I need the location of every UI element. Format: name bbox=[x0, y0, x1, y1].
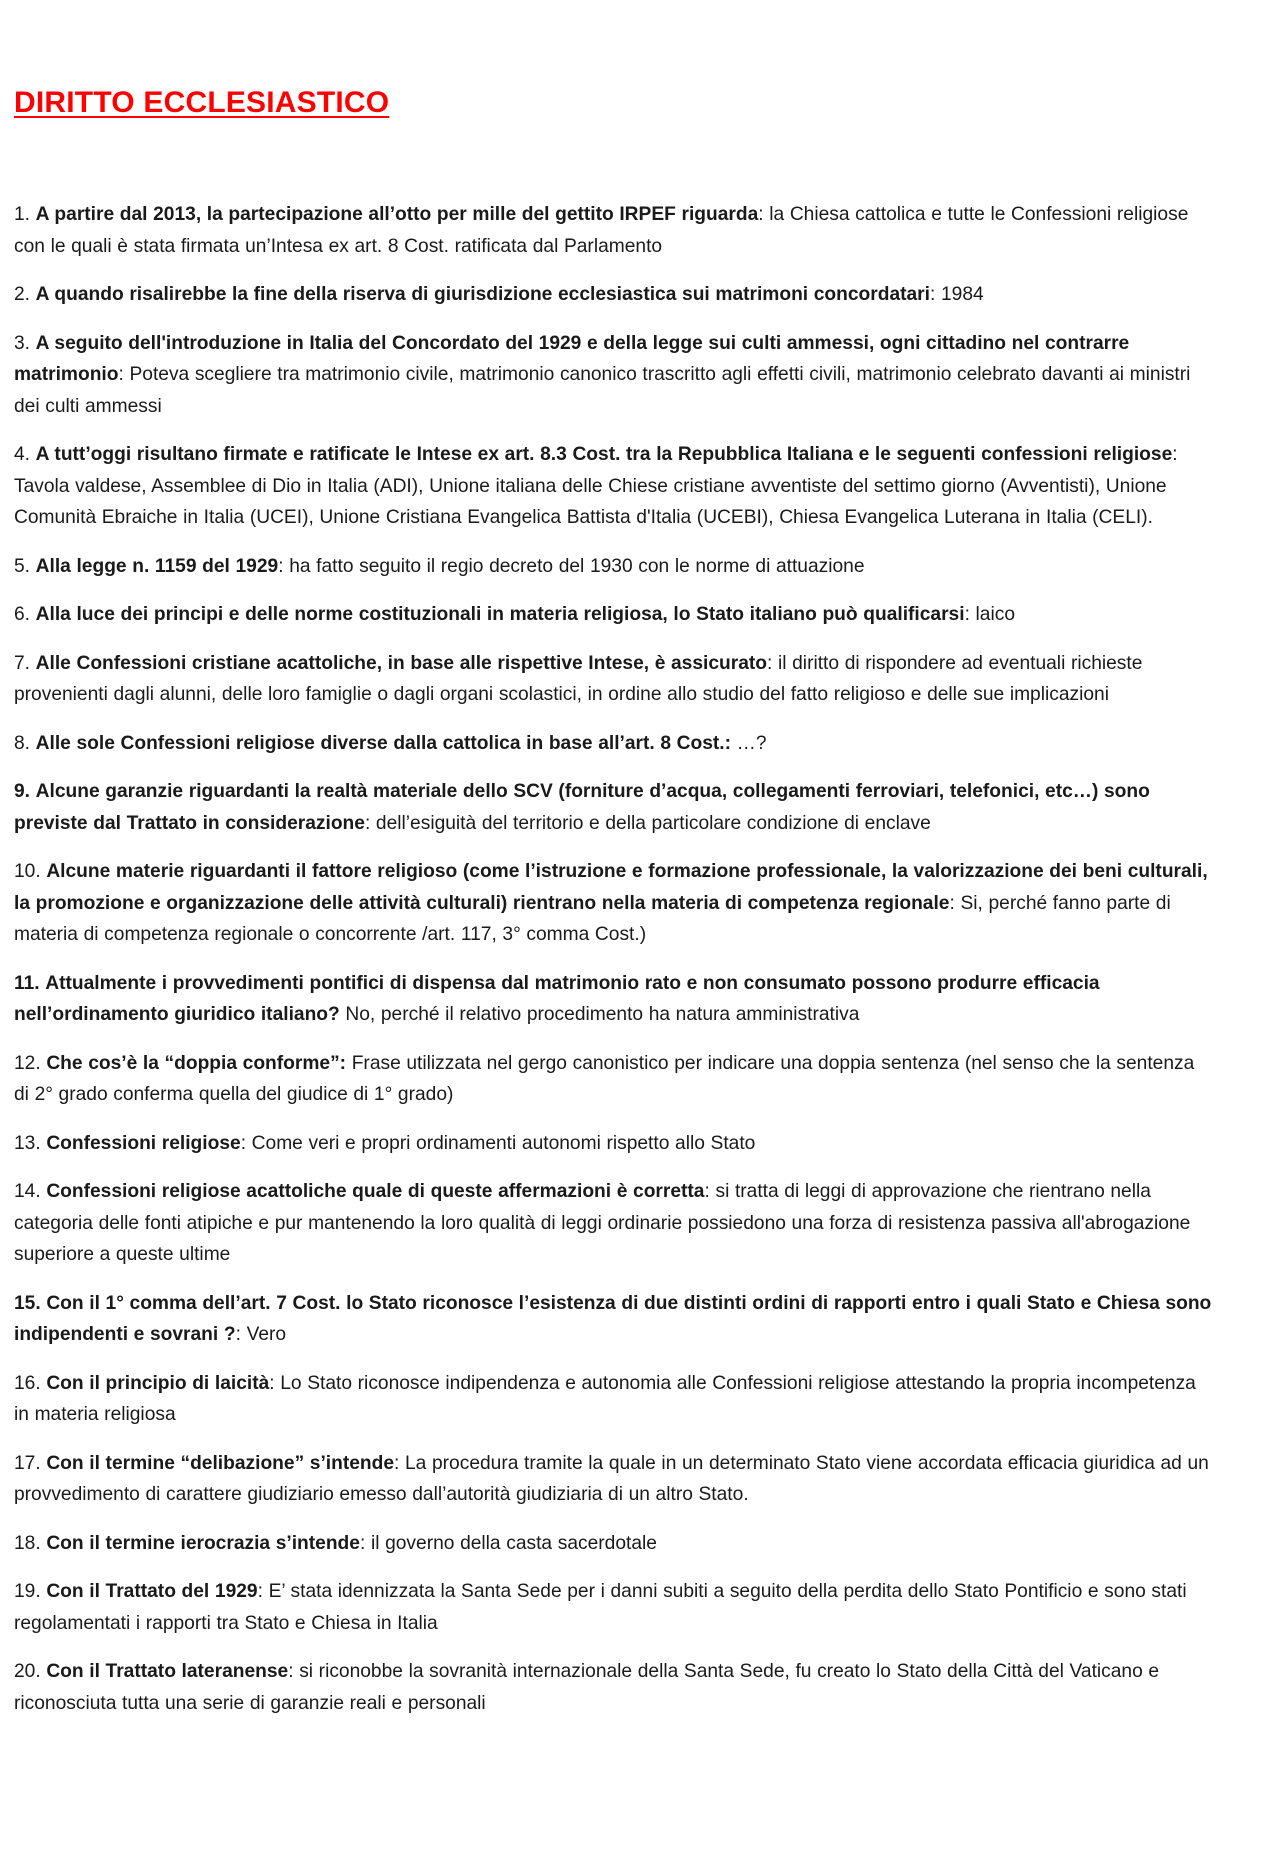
item-answer: la Chiesa cattolica e tutte le Confessioni religiose con le quali è stata firmata un’Intesa ex art. 8 Cost. ratificata dal Parlamento bbox=[14, 204, 1189, 257]
qa-item-12 bbox=[14, 1048, 1214, 1111]
item-question: A quando risalirebbe la fine della riserva di giurisdizione ecclesiastica sui matrimoni concordatari bbox=[35, 284, 930, 305]
item-number: 12. bbox=[14, 1052, 41, 1074]
item-question: Con il termine “delibazione” s’intende bbox=[46, 1452, 395, 1474]
document-title: DIRITTO ECCLESIASTICO bbox=[14, 86, 390, 119]
qa-item-7 bbox=[14, 648, 1214, 711]
qa-item-1 bbox=[14, 199, 1214, 262]
qa-item-3 bbox=[14, 328, 1214, 423]
item-answer: 1984 bbox=[940, 284, 984, 305]
item-answer: Vero bbox=[246, 1324, 287, 1345]
item-number: 15. bbox=[14, 1292, 41, 1314]
item-separator: : bbox=[118, 364, 124, 385]
item-separator: : bbox=[767, 652, 773, 674]
item-answer: No, perché il relativo procedimento ha natura amministrativa bbox=[345, 1004, 860, 1025]
item-question: Alle Confessioni cristiane acattoliche, in base alle rispettive Intese, è assicurato bbox=[35, 652, 767, 674]
qa-item-19 bbox=[14, 1576, 1214, 1639]
qa-item-18 bbox=[14, 1528, 1214, 1560]
item-separator: : bbox=[1172, 444, 1178, 465]
item-answer: Lo Stato riconosce indipendenza e autonomia alle Confessioni religiose attestando la propria incompetenza in materia religiosa bbox=[14, 1372, 1196, 1425]
item-question: Con il 1° comma dell’art. 7 Cost. lo Stato riconosce l’esistenza di due distinti ordini di rapporti entro i quali Stato e Chiesa sono indipendenti e sovrani ? bbox=[14, 1292, 1212, 1345]
item-answer: il diritto di rispondere ad eventuali richieste provenienti dagli alunni, delle loro famiglie o dagli organi scolastici, in ordine allo studio del fatto religioso e delle sue implicazioni bbox=[14, 652, 1143, 705]
item-question: Con il Trattato del 1929 bbox=[46, 1581, 258, 1602]
item-question: Alcune materie riguardanti il fattore religioso (come l’istruzione e formazione professionale, la valorizzazione dei beni culturali, la promozione e organizzazione delle attività culturali) rientrano nella materia di competenza regionale bbox=[14, 861, 1208, 914]
item-separator: : bbox=[704, 1181, 710, 1202]
item-answer: …? bbox=[736, 732, 767, 754]
item-answer: E’ stata idennizzata la Santa Sede per i danni subiti a seguito della perdita dello Stato Pontificio e sono stati regolamentati i rapporti tra Stato e Chiesa in Italia bbox=[14, 1581, 1187, 1634]
item-number: 5. bbox=[14, 555, 31, 577]
item-separator: : bbox=[758, 204, 764, 225]
item-question: Alla luce dei principi e delle norme costituzionali in materia religiosa, lo Stato italiano può qualificarsi bbox=[35, 604, 965, 625]
qa-item-10 bbox=[14, 856, 1214, 951]
item-question: Con il principio di laicità bbox=[46, 1372, 270, 1394]
qa-item-17 bbox=[14, 1448, 1214, 1511]
item-separator: : bbox=[964, 604, 970, 625]
item-separator: : bbox=[235, 1324, 241, 1345]
item-number: 13. bbox=[14, 1132, 41, 1154]
item-number: 17. bbox=[14, 1452, 41, 1474]
item-number: 9. bbox=[14, 781, 31, 802]
item-question: Che cos’è la “doppia conforme” bbox=[46, 1052, 340, 1074]
qa-list bbox=[14, 199, 1214, 1736]
qa-item-4 bbox=[14, 439, 1214, 534]
item-answer: Poteva scegliere tra matrimonio civile, matrimonio canonico trascritto agli effetti civili, matrimonio celebrato davanti ai ministri dei culti ammessi bbox=[14, 364, 1191, 417]
item-question: Alla legge n. 1159 del 1929 bbox=[35, 555, 279, 577]
item-answer: si tratta di leggi di approvazione che rientrano nella categoria delle fonti atipiche e pur mantenendo la loro qualità di leggi ordinarie possiedono una forza di resistenza passiva all'abrogazione superiore a queste ultime bbox=[14, 1181, 1191, 1265]
item-question: A seguito dell'introduzione in Italia del Concordato del 1929 e della legge sui culti ammessi, ogni cittadino nel contrarre matrimonio bbox=[14, 332, 1130, 385]
qa-item-11 bbox=[14, 968, 1214, 1031]
item-number: 14. bbox=[14, 1181, 41, 1202]
item-separator: : bbox=[930, 284, 936, 305]
qa-item-5 bbox=[14, 551, 1214, 583]
item-question: Attualmente i provvedimenti pontifici di dispensa dal matrimonio rato e non consumato possono produrre efficacia nell’ordinamento giuridico italiano? bbox=[14, 972, 1100, 1025]
item-question: Con il termine ierocrazia s’intende bbox=[46, 1532, 360, 1554]
item-number: 20. bbox=[14, 1661, 41, 1682]
item-separator: : bbox=[724, 732, 732, 754]
item-separator: : bbox=[288, 1661, 294, 1682]
item-number: 10. bbox=[14, 861, 41, 882]
item-question: A partire dal 2013, la partecipazione all’otto per mille del gettito IRPEF riguarda bbox=[35, 204, 759, 225]
item-question: Alcune garanzie riguardanti la realtà materiale dello SCV (forniture d’acqua, collegamenti ferroviari, telefonici, etc…) sono previste dal Trattato in considerazione bbox=[14, 781, 1150, 834]
item-separator: : bbox=[269, 1372, 275, 1394]
item-number: 7. bbox=[14, 652, 31, 674]
item-answer: laico bbox=[975, 604, 1016, 625]
item-question: Confessioni religiose bbox=[46, 1132, 241, 1154]
item-separator: : bbox=[394, 1452, 400, 1474]
qa-item-6 bbox=[14, 599, 1214, 631]
qa-item-8 bbox=[14, 728, 1214, 760]
qa-item-16 bbox=[14, 1368, 1214, 1431]
item-answer: Frase utilizzata nel gergo canonistico per indicare una doppia sentenza (nel senso che la sentenza di 2° grado conferma quella del giudice di 1° grado) bbox=[14, 1052, 1195, 1105]
item-number: 3. bbox=[14, 332, 31, 354]
item-number: 19. bbox=[14, 1581, 41, 1602]
item-answer: dell’esiguità del territorio e della particolare condizione di enclave bbox=[375, 812, 931, 834]
item-question: Alle sole Confessioni religiose diverse dalla cattolica in base all’art. 8 Cost. bbox=[35, 732, 725, 754]
item-number: 18. bbox=[14, 1532, 41, 1554]
item-separator: : bbox=[949, 892, 955, 914]
item-separator: : bbox=[359, 1532, 366, 1554]
item-number: 2. bbox=[14, 284, 31, 305]
item-separator: : bbox=[364, 812, 371, 834]
item-separator: : bbox=[240, 1132, 247, 1154]
qa-item-2 bbox=[14, 279, 1214, 311]
item-separator: : bbox=[257, 1581, 263, 1602]
item-number: 11. bbox=[14, 972, 40, 994]
item-answer: ha fatto seguito il regio decreto del 1930 con le norme di attuazione bbox=[289, 555, 865, 577]
item-separator: : bbox=[278, 555, 284, 577]
item-answer: si riconobbe la sovranità internazionale della Santa Sede, fu creato lo Stato della Città del Vaticano e riconosciuta tutta una serie di garanzie reali e personali bbox=[14, 1661, 1160, 1714]
item-answer: Come veri e propri ordinamenti autonomi rispetto allo Stato bbox=[251, 1132, 756, 1154]
item-separator: : bbox=[339, 1052, 347, 1074]
qa-item-20 bbox=[14, 1656, 1214, 1719]
qa-item-13 bbox=[14, 1128, 1214, 1160]
qa-item-14 bbox=[14, 1176, 1214, 1271]
item-number: 8. bbox=[14, 732, 31, 754]
item-number: 1. bbox=[14, 204, 31, 225]
qa-item-9 bbox=[14, 776, 1214, 839]
item-answer: Tavola valdese, Assemblee di Dio in Italia (ADI), Unione italiana delle Chiese cristiane avventiste del settimo giorno (Avventisti), Unione Comunità Ebraiche in Italia (UCEI), Unione Cristiana Evangelica Battista d'Italia (UCEBI), Chiesa Evangelica Luterana in Italia (CELI). bbox=[14, 475, 1167, 528]
item-answer: il governo della casta sacerdotale bbox=[370, 1532, 657, 1554]
item-answer: Si, perché fanno parte di materia di competenza regionale o concorrente /art. 117, 3° comma Cost.) bbox=[14, 892, 1171, 945]
item-answer: La procedura tramite la quale in un determinato Stato viene accordata efficacia giuridica ad un provvedimento di carattere giudiziario emesso dall’autorità giudiziaria di un altro Stato. bbox=[14, 1452, 1209, 1505]
item-number: 16. bbox=[14, 1372, 41, 1394]
item-number: 6. bbox=[14, 604, 31, 625]
item-question: Con il Trattato lateranense bbox=[46, 1661, 289, 1682]
item-question: Confessioni religiose acattoliche quale di queste affermazioni è corretta bbox=[46, 1181, 705, 1202]
item-number: 4. bbox=[14, 444, 31, 465]
item-question: A tutt’oggi risultano firmate e ratificate le Intese ex art. 8.3 Cost. tra la Repubblica Italiana e le seguenti confessioni religiose bbox=[35, 444, 1173, 465]
qa-item-15 bbox=[14, 1288, 1214, 1351]
